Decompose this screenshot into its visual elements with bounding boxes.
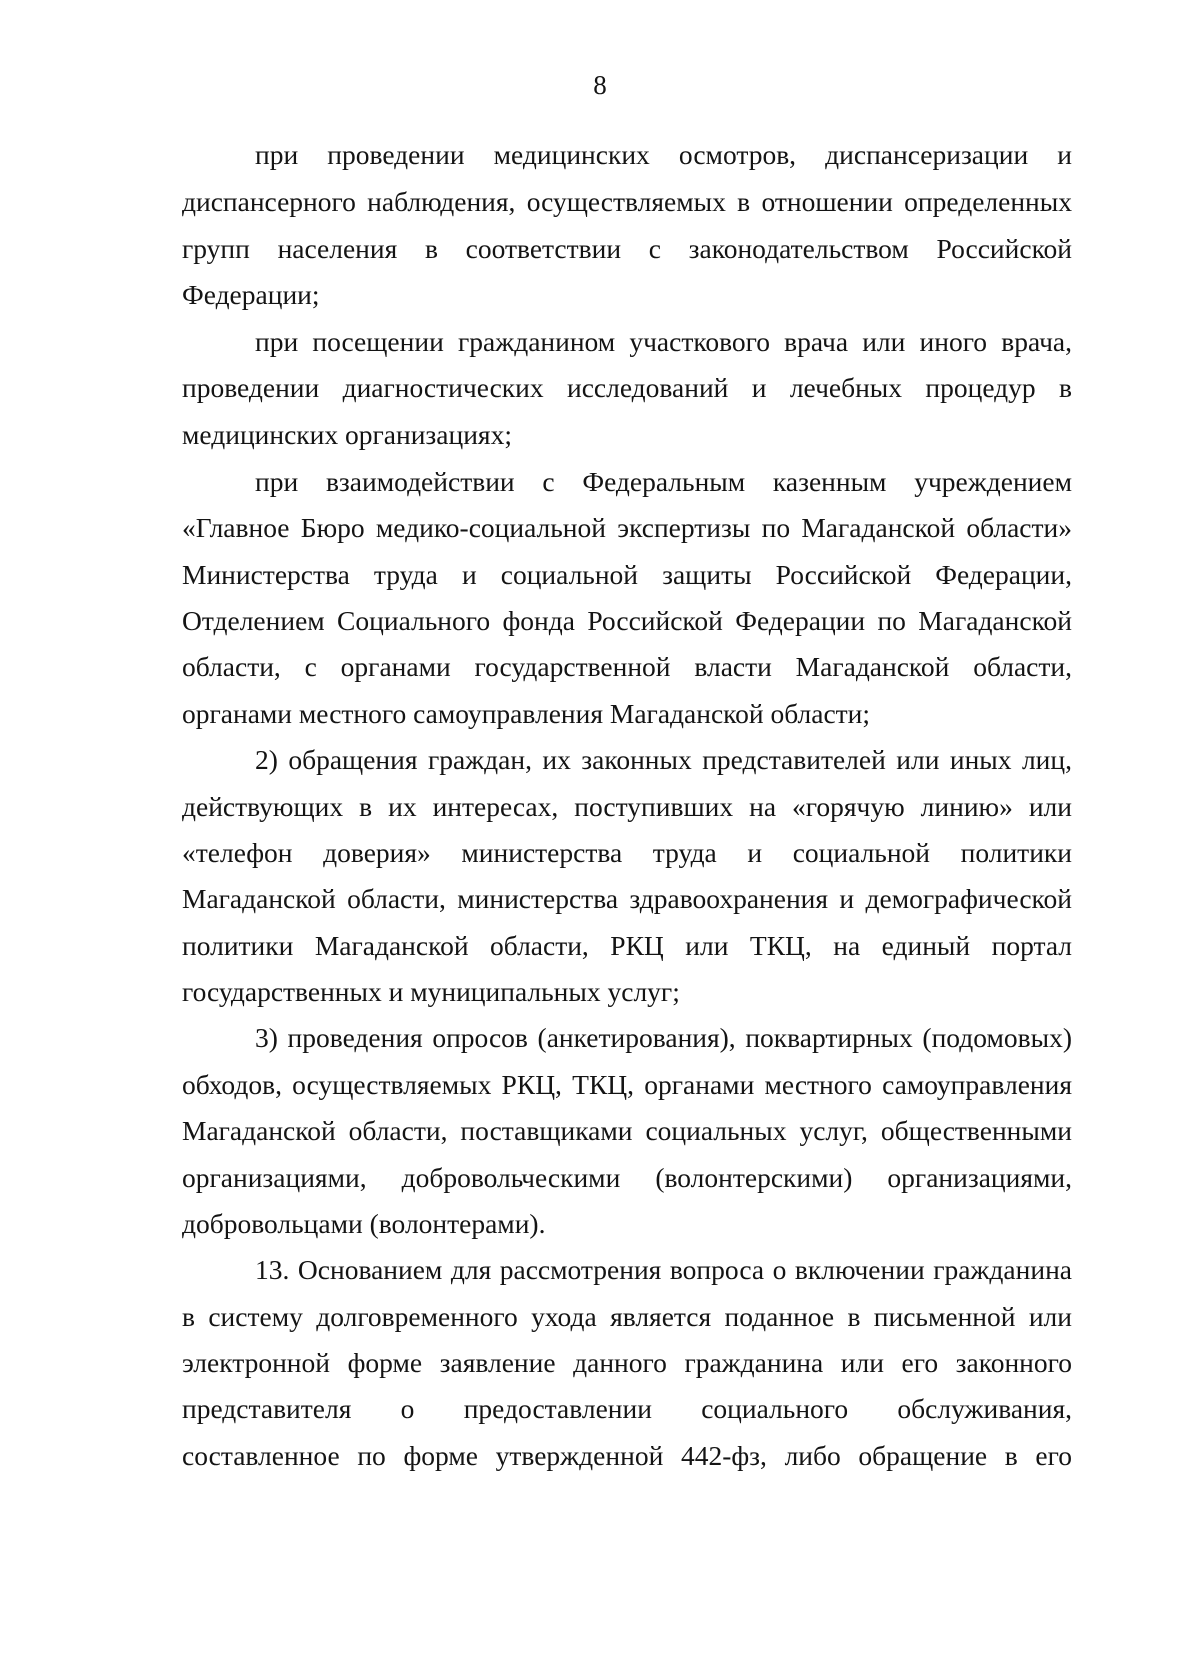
text-line: при проведении медицинских осмотров, диспансеризации и [255,139,1072,170]
text-line: 3) проведения опросов (анкетирования), поквартирных (подомовых) [255,1022,1072,1053]
text-line: государственных и муниципальных услуг; [182,976,680,1007]
text-line: «Главное Бюро медико-социальной экспертизы по Магаданской области» [182,512,1072,543]
text-line: «телефон доверия» министерства труда и социальной политики [182,837,1072,868]
text-line: проведении диагностических исследований и лечебных процедур в [182,372,1072,403]
text-line: диспансерного наблюдения, осуществляемых в отношении определенных [182,186,1072,217]
text-line: Федерации; [182,279,320,310]
text-line: обходов, осуществляемых РКЦ, ТКЦ, органами местного самоуправления [182,1069,1072,1100]
text-line: групп населения в соответствии с законодательством Российской [182,233,1072,264]
text-line: организациями, добровольческими (волонтерскими) организациями, [182,1162,1072,1193]
text-line: Магаданской области, министерства здравоохранения и демографической [182,883,1072,914]
text-line: области, с органами государственной власти Магаданской области, [182,651,1072,682]
page-number: 8 [593,70,607,100]
text-line: Министерства труда и социальной защиты Российской Федерации, [182,559,1072,590]
text-line: 13. Основанием для рассмотрения вопроса о включении гражданина [255,1254,1072,1285]
text-line: политики Магаданской области, РКЦ или ТКЦ, на единый портал [182,930,1072,961]
text-line: 2) обращения граждан, их законных представителей или иных лиц, [255,744,1072,775]
text-line: Отделением Социального фонда Российской Федерации по Магаданской [182,605,1072,636]
text-line: при посещении гражданином участкового врача или иного врача, [255,326,1072,357]
text-line: электронной форме заявление данного гражданина или его законного [182,1347,1072,1378]
text-line: медицинских организациях; [182,419,512,450]
text-line: составленное по форме утвержденной 442-фз, либо обращение в его [182,1440,1072,1471]
text-line: органами местного самоуправления Магаданской области; [182,698,871,729]
text-line: добровольцами (волонтерами). [182,1208,546,1239]
text-line: действующих в их интересах, поступивших на «горячую линию» или [182,791,1072,822]
text-line: в систему долговременного ухода является поданное в письменной или [182,1301,1072,1332]
text-line: Магаданской области, поставщиками социальных услуг, общественными [182,1115,1072,1146]
text-line: при взаимодействии с Федеральным казенным учреждением [255,466,1072,497]
text-line: представителя о предоставлении социального обслуживания, [182,1393,1072,1424]
